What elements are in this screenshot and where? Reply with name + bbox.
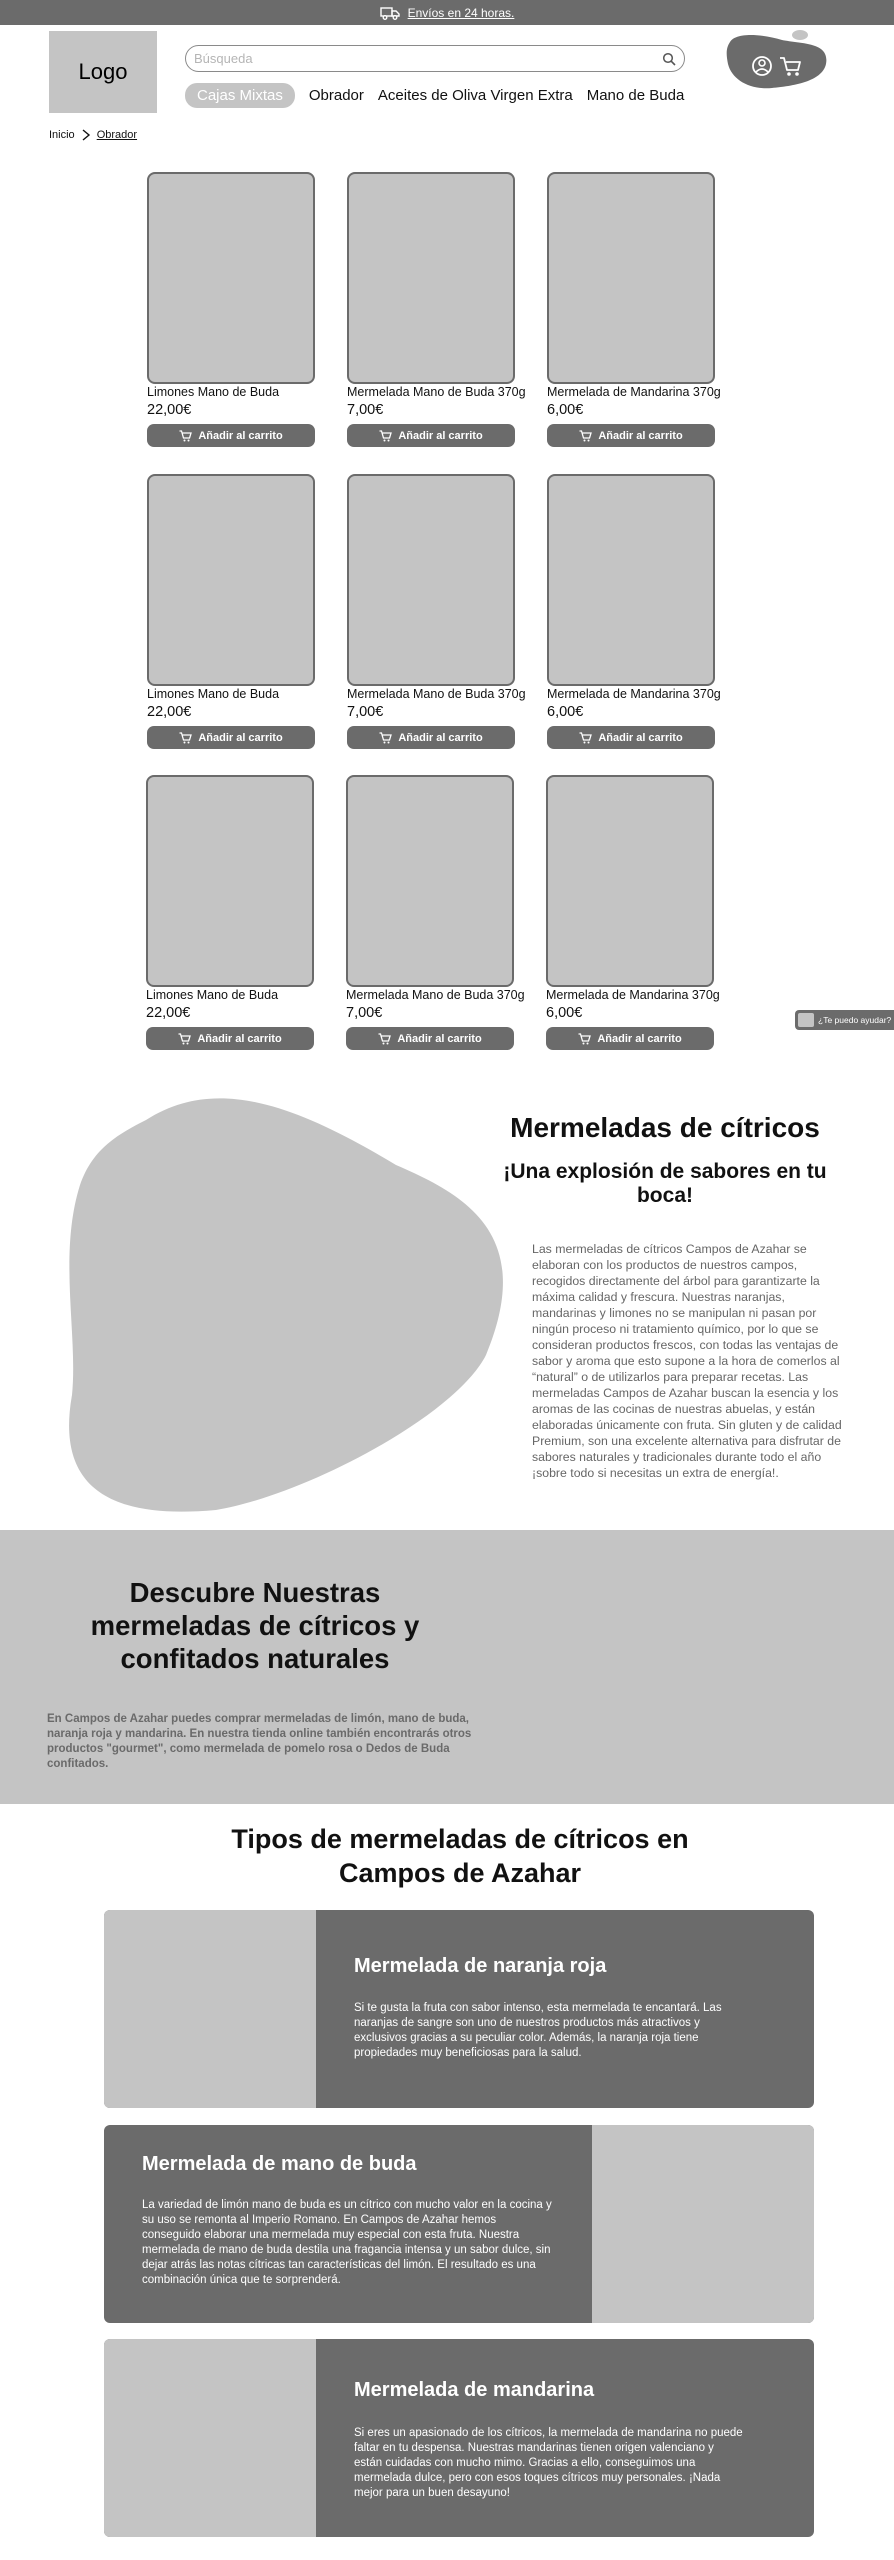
help-chat-label: ¿Te puedo ayudar? (818, 1015, 892, 1025)
add-to-cart-button[interactable] (347, 726, 515, 749)
product-card (347, 172, 526, 447)
decorative-blob (66, 1095, 516, 1515)
jam-card-image (104, 2339, 316, 2537)
jam-card (104, 1910, 814, 2108)
product-card (546, 775, 720, 1050)
product-price: 7,00€ (346, 1005, 383, 1021)
add-to-cart-button[interactable] (547, 424, 715, 447)
jam-card-title: Mermelada de naranja roja (354, 1955, 607, 1977)
product-name[interactable]: Mermelada Mano de Buda 370g (346, 988, 525, 1002)
cart-icon (579, 732, 592, 744)
add-to-cart-button[interactable] (347, 424, 515, 447)
product-image[interactable] (346, 775, 514, 987)
breadcrumb (49, 129, 137, 141)
add-to-cart-label: Añadir al carrito (598, 731, 683, 744)
search-bar (185, 45, 685, 72)
jam-card (104, 2125, 814, 2323)
product-image[interactable] (146, 775, 314, 987)
cart-icon (179, 732, 192, 744)
search-input[interactable] (194, 51, 662, 66)
add-to-cart-label: Añadir al carrito (398, 731, 483, 744)
cart-icon (579, 430, 592, 442)
nav-item-aceites[interactable]: Aceites de Oliva Virgen Extra (377, 87, 573, 104)
cart-icon (379, 430, 392, 442)
product-image[interactable] (347, 172, 515, 384)
product-image[interactable] (147, 474, 315, 686)
add-to-cart-label: Añadir al carrito (598, 429, 683, 442)
main-nav (185, 83, 684, 108)
product-price: 6,00€ (547, 402, 584, 418)
product-price: 6,00€ (547, 704, 584, 720)
add-to-cart-label: Añadir al carrito (198, 731, 283, 744)
nav-item-cajas-mixtas[interactable]: Cajas Mixtas (185, 83, 295, 108)
logo[interactable] (49, 31, 157, 113)
jam-card-description: Si te gusta la fruta con sabor intenso, esta mermelada te encantará. Las naranjas de sangre son uno de nuestros productos más atractivos y exclusivos gracias a su peculiar color. Además, la naranja roja tiene propiedades muy beneficiosas para la salud. (354, 2002, 722, 2059)
account-cart-blob (722, 28, 832, 92)
nav-item-obrador[interactable]: Obrador (308, 87, 364, 104)
help-chat-button[interactable] (795, 1010, 894, 1030)
product-image[interactable] (546, 775, 714, 987)
add-to-cart-label: Añadir al carrito (397, 1032, 482, 1045)
add-to-cart-label: Añadir al carrito (597, 1032, 682, 1045)
add-to-cart-label: Añadir al carrito (197, 1032, 282, 1045)
nav-item-mano-de-buda[interactable]: Mano de Buda (586, 87, 685, 104)
shipping-link[interactable]: Envíos en 24 horas. (407, 5, 515, 20)
jam-card-image (104, 1910, 316, 2108)
product-image[interactable] (547, 474, 715, 686)
product-name[interactable]: Limones Mano de Buda (146, 988, 279, 1002)
citrus-subtitle: ¡Una explosión de sabores en tu boca! (503, 1160, 827, 1207)
product-card (146, 775, 314, 1050)
product-card (346, 775, 525, 1050)
types-title: Tipos de mermeladas de cítricos en Campos de Azahar (231, 1824, 689, 1888)
cart-icon (179, 430, 192, 442)
cart-icon (178, 1033, 191, 1045)
add-to-cart-label: Añadir al carrito (398, 429, 483, 442)
chat-avatar-icon (798, 1013, 814, 1027)
search-icon[interactable] (662, 52, 676, 66)
discover-title: Descubre Nuestras mermeladas de cítricos y confitados naturales (90, 1577, 420, 1674)
product-card (347, 474, 526, 749)
cart-icon (378, 1033, 391, 1045)
chevron-right-icon (81, 129, 91, 141)
jam-card-image (592, 2125, 814, 2323)
citrus-title: Mermeladas de cítricos (510, 1112, 820, 1143)
add-to-cart-label: Añadir al carrito (198, 429, 283, 442)
add-to-cart-button[interactable] (147, 424, 315, 447)
add-to-cart-button[interactable] (546, 1027, 714, 1050)
logo-text: Logo (78, 59, 128, 84)
product-price: 7,00€ (347, 704, 384, 720)
breadcrumb-current[interactable]: Obrador (96, 129, 138, 141)
discover-description: En Campos de Azahar puedes comprar mermeladas de limón, mano de buda, naranja roja y mandarina. En nuestra tienda online también encontrarás otros productos "gourmet", como mermelada de pomelo rosa o Dedos de Buda confitados. (47, 1713, 472, 1770)
product-card (547, 474, 721, 749)
add-to-cart-button[interactable] (147, 726, 315, 749)
product-name[interactable]: Mermelada de Mandarina 370g (547, 385, 721, 399)
product-card (147, 474, 315, 749)
product-name[interactable]: Mermelada Mano de Buda 370g (347, 385, 526, 399)
product-price: 22,00€ (147, 704, 192, 720)
discover-section (0, 1530, 894, 1804)
add-to-cart-button[interactable] (146, 1027, 314, 1050)
jam-card-title: Mermelada de mandarina (354, 2379, 595, 2401)
citrus-description: Las mermeladas de cítricos Campos de Azahar se elaboran con los productos de nuestros campos, recogidos directamente del árbol para garantizarte la máxima calidad y frescura. Nuestras naranjas, mandarinas y limones no se manipulan ni pasan por ningún proceso ni tratamiento químico, por lo que se consideran productos frescos, con todas las ventajas de sabor y aroma que esto supone a la hora de comerlos al “natural” o de utilizarlos para preparar recetas. Las mermeladas Campos de Azahar buscan la esencia y los aromas de las cocinas de nuestras abuelas, y están elaboradas únicamente con fruta. Sin gluten y de calidad Premium, son una excelente alternativa para disfrutar de sabores naturales y tradicionales durante todo el año ¡sobre todo si necesitas un extra de energía!. (532, 1242, 842, 1480)
breadcrumb-home[interactable]: Inicio (49, 129, 75, 141)
shipping-bar (0, 0, 894, 25)
add-to-cart-button[interactable] (547, 726, 715, 749)
product-name[interactable]: Mermelada de Mandarina 370g (546, 988, 720, 1002)
cart-icon (578, 1033, 591, 1045)
product-name[interactable]: Mermelada Mano de Buda 370g (347, 687, 526, 701)
product-name[interactable]: Mermelada de Mandarina 370g (547, 687, 721, 701)
product-price: 22,00€ (146, 1005, 191, 1021)
jam-card (104, 2339, 814, 2537)
cart-icon (379, 732, 392, 744)
jam-card-title: Mermelada de mano de buda (142, 2153, 417, 2175)
truck-icon (380, 6, 400, 20)
jam-card-description: La variedad de limón mano de buda es un cítrico con mucho valor en la cocina y su uso se remonta al Imperio Romano. En Campos de Azahar hemos conseguido elaborar una mermelada muy especial con esta fruta. Nuestra mermelada de mano de buda destila una fragancia intensa y un sabor dulce, sin dejar atrás las notas cítricas tan características del limón. El resultado es una combinación única que te sorprenderá. (142, 2199, 552, 2286)
product-price: 7,00€ (347, 402, 384, 418)
product-card (147, 172, 315, 447)
product-image[interactable] (547, 172, 715, 384)
jam-card-description: Si eres un apasionado de los cítricos, la mermelada de mandarina no puede faltar en tu despensa. Nuestras mandarinas tienen origen valenciano y están cuidadas con mucho mimo. Gracias a ello, conseguimos una mermelada dulce, pero con esos toques cítricos muy personales. ¡Nada mejor para un buen desayuno! (354, 2427, 743, 2499)
product-name[interactable]: Limones Mano de Buda (147, 687, 280, 701)
product-image[interactable] (347, 474, 515, 686)
product-price: 22,00€ (147, 402, 192, 418)
product-price: 6,00€ (546, 1005, 583, 1021)
product-card (547, 172, 721, 447)
add-to-cart-button[interactable] (346, 1027, 514, 1050)
product-name[interactable]: Limones Mano de Buda (147, 385, 280, 399)
product-image[interactable] (147, 172, 315, 384)
